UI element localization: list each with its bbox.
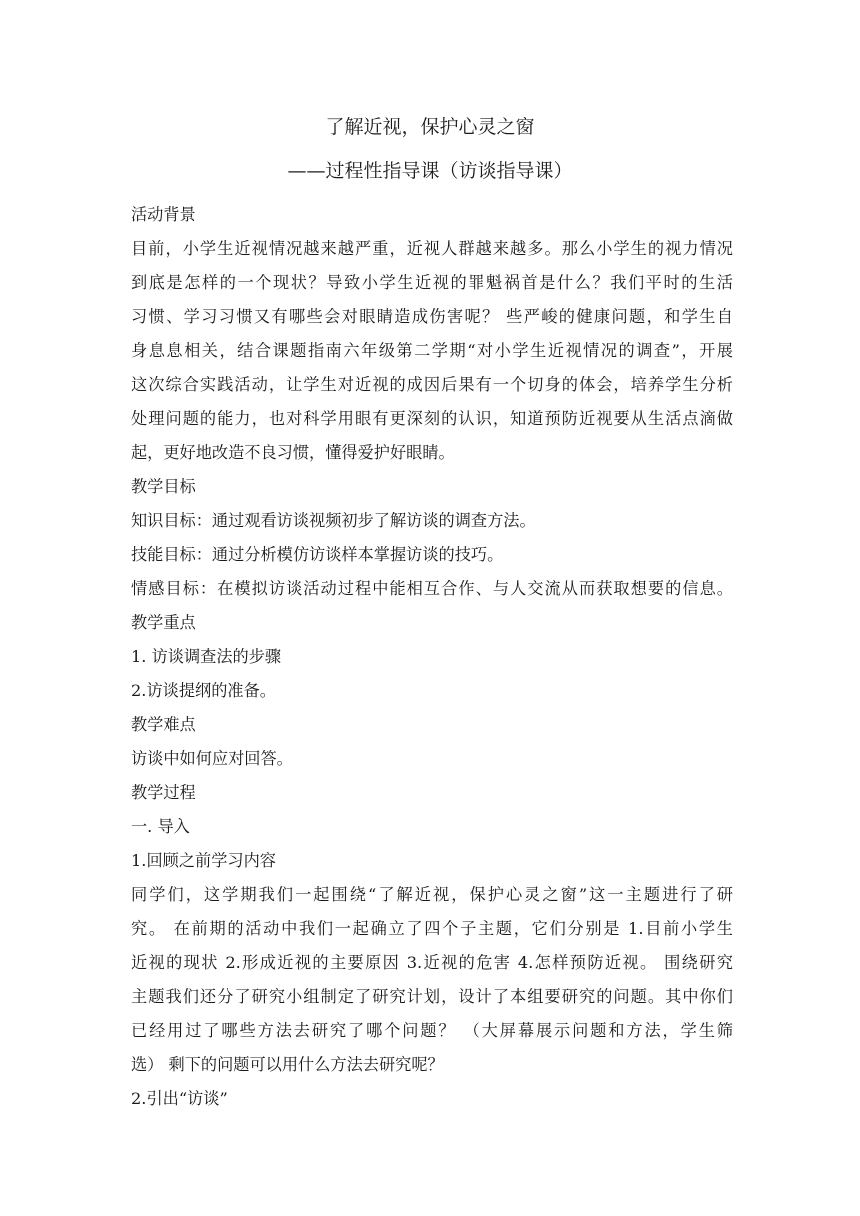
text-line: 技能目标：通过分析模仿访谈样本掌握访谈的技巧。 — [131, 545, 504, 564]
text-line: 情感目标：在模拟访谈活动过程中能相互合作、与人交流从而获取想要的信息。 — [131, 579, 733, 598]
text-line: 选） 剩下的问题可以用什么方法去研究呢？ — [131, 1055, 444, 1074]
text-line: 身息息相关，结合课题指南六年级第二学期“对小学生近视情况的调查”，开展 — [131, 341, 733, 360]
text-line: 已经用过了哪些方法去研究了哪个问题？ （大屏幕展示问题和方法，学生筛 — [131, 1021, 733, 1040]
text-line: 教学过程 — [131, 783, 196, 802]
text-line: 知识目标：通过观看访谈视频初步了解访谈的调查方法。 — [131, 511, 536, 530]
text-line: 起，更好地改造不良习惯，懂得爱护好眼睛。 — [131, 443, 455, 462]
text-line: 到底是怎样的一个现状？导致小学生近视的罪魁祸首是什么？我们平时的生活 — [131, 273, 733, 292]
text-line: 访谈中如何应对回答。 — [131, 749, 293, 768]
text-line: 2.引出“访谈” — [131, 1089, 228, 1108]
text-line: 习惯、学习习惯又有哪些会对眼睛造成伤害呢？ 些严峻的健康问题，和学生自 — [131, 307, 733, 326]
text-line: 主题我们还分了研究小组制定了研究计划，设计了本组要研究的问题。其中你们 — [131, 987, 733, 1006]
text-line: 2.访谈提纲的准备。 — [131, 681, 276, 700]
text-line: 究。 在前期的活动中我们一起确立了四个子主题，它们分别是 1.目前小学生 — [131, 919, 733, 938]
text-line: 这次综合实践活动，让学生对近视的成因后果有一个切身的体会，培养学生分析 — [131, 375, 733, 394]
text-line: 教学难点 — [131, 715, 196, 734]
document-title: 了解近视，保护心灵之窗 — [325, 116, 535, 138]
text-line: 处理问题的能力，也对科学用眼有更深刻的认识，知道预防近视要从生活点滴做 — [131, 409, 733, 428]
text-line: 教学目标 — [131, 477, 196, 496]
text-line: 1.回顾之前学习内容 — [131, 851, 276, 870]
text-line: 1. 访谈调查法的步骤 — [131, 647, 282, 666]
text-line: 目前，小学生近视情况越来越严重，近视人群越来越多。那么小学生的视力情况 — [131, 239, 733, 258]
text-line: 同学们，这学期我们一起围绕“了解近视，保护心灵之窗”这一主题进行了研 — [131, 885, 733, 904]
text-line: 教学重点 — [131, 613, 196, 632]
document-body — [131, 198, 733, 1116]
document-subtitle: ——过程性指导课（访谈指导课） — [287, 160, 573, 182]
text-line: 活动背景 — [131, 205, 196, 224]
text-line: 近视的现状 2.形成近视的主要原因 3.近视的危害 4.怎样预防近视。 围绕研究 — [131, 953, 733, 972]
text-line: 一. 导入 — [131, 817, 190, 836]
